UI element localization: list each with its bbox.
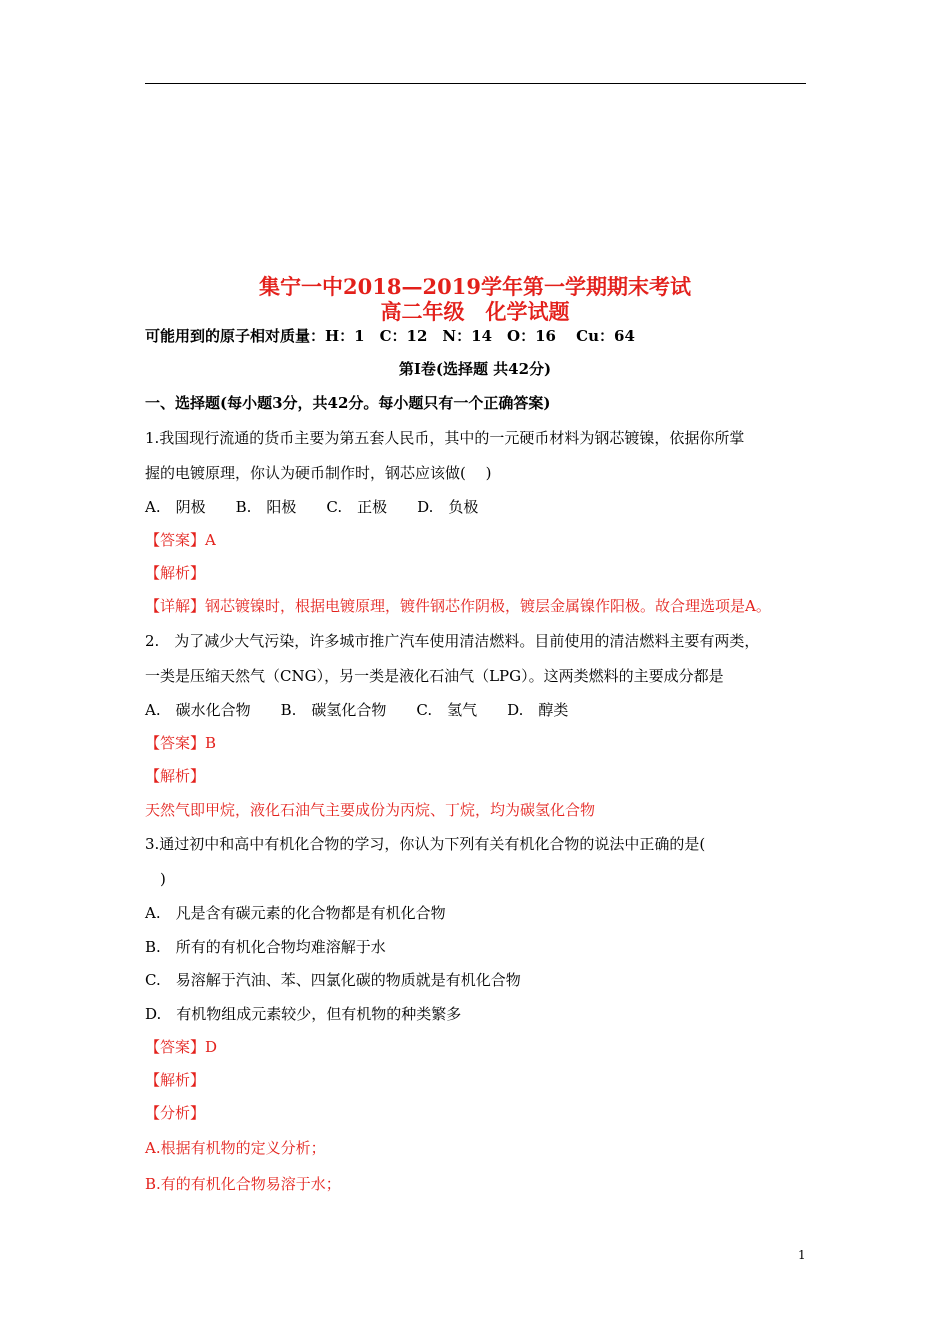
q3-stem-line2: )	[145, 870, 166, 888]
q3-option-c: C. 易溶解于汽油、苯、四氯化碳的物质就是有机化合物	[145, 971, 521, 989]
q1-detail: 【详解】钢芯镀镍时，根据电镀原理，镀件钢芯作阴极，镀层金属镍作阳极。故合理选项是A。	[145, 597, 771, 615]
part-heading: 第Ⅰ卷(选择题 共42分)	[398, 360, 552, 378]
q3-option-b: B. 所有的有机化合物均难溶解于水	[145, 938, 386, 956]
q1-stem-line2: 握的电镀原理，你认为硬币制作时，钢芯应该做( )	[145, 464, 492, 482]
header-rule	[145, 83, 806, 84]
q1-options: A. 阴极 B. 阳极 C. 正极 D. 负极	[145, 498, 479, 516]
q3-point-b: B.有的有机化合物易溶于水；	[145, 1175, 341, 1193]
exam-title: 集宁一中2018—2019学年第一学期期末考试	[259, 274, 691, 299]
q2-answer: 【答案】B	[145, 734, 217, 752]
q2-analysis-label: 【解析】	[145, 767, 206, 785]
q1-stem-line1: 1.我国现行流通的货币主要为第五套人民币，其中的一元硬币材料为钢芯镀镍，依据你所掌	[145, 429, 745, 447]
q3-point-a: A.根据有机物的定义分析；	[145, 1139, 326, 1157]
q3-analysis2-label: 【分析】	[145, 1104, 206, 1122]
q2-explanation: 天然气即甲烷，液化石油气主要成份为丙烷、丁烷，均为碳氢化合物	[145, 801, 596, 819]
q1-answer: 【答案】A	[145, 531, 216, 549]
q1-analysis-label: 【解析】	[145, 564, 206, 582]
section-heading: 一、选择题(每小题3分，共42分。每小题只有一个正确答案)	[145, 394, 551, 412]
q2-stem-line2: 一类是压缩天然气（CNG），另一类是液化石油气（LPG）。这两类燃料的主要成分都是	[145, 667, 724, 685]
q3-analysis-label: 【解析】	[145, 1071, 206, 1089]
atomic-masses: 可能用到的原子相对质量：H：1 C：12 N：14 O：16 Cu：64	[145, 327, 635, 345]
q3-option-d: D. 有机物组成元素较少，但有机物的种类繁多	[145, 1005, 462, 1023]
q2-options: A. 碳水化合物 B. 碳氢化合物 C. 氢气 D. 醇类	[145, 701, 569, 719]
q2-stem-line1: 2. 为了减少大气污染，许多城市推广汽车使用清洁燃料。目前使用的清洁燃料主要有两类，	[145, 632, 760, 650]
q3-option-a: A. 凡是含有碳元素的化合物都是有机化合物	[145, 904, 446, 922]
exam-subtitle: 高二年级 化学试题	[380, 299, 570, 324]
q3-answer: 【答案】D	[145, 1038, 218, 1056]
q3-stem-line1: 3.通过初中和高中有机化合物的学习，你认为下列有关有机化合物的说法中正确的是(	[145, 835, 706, 853]
page-number: 1	[798, 1248, 806, 1262]
